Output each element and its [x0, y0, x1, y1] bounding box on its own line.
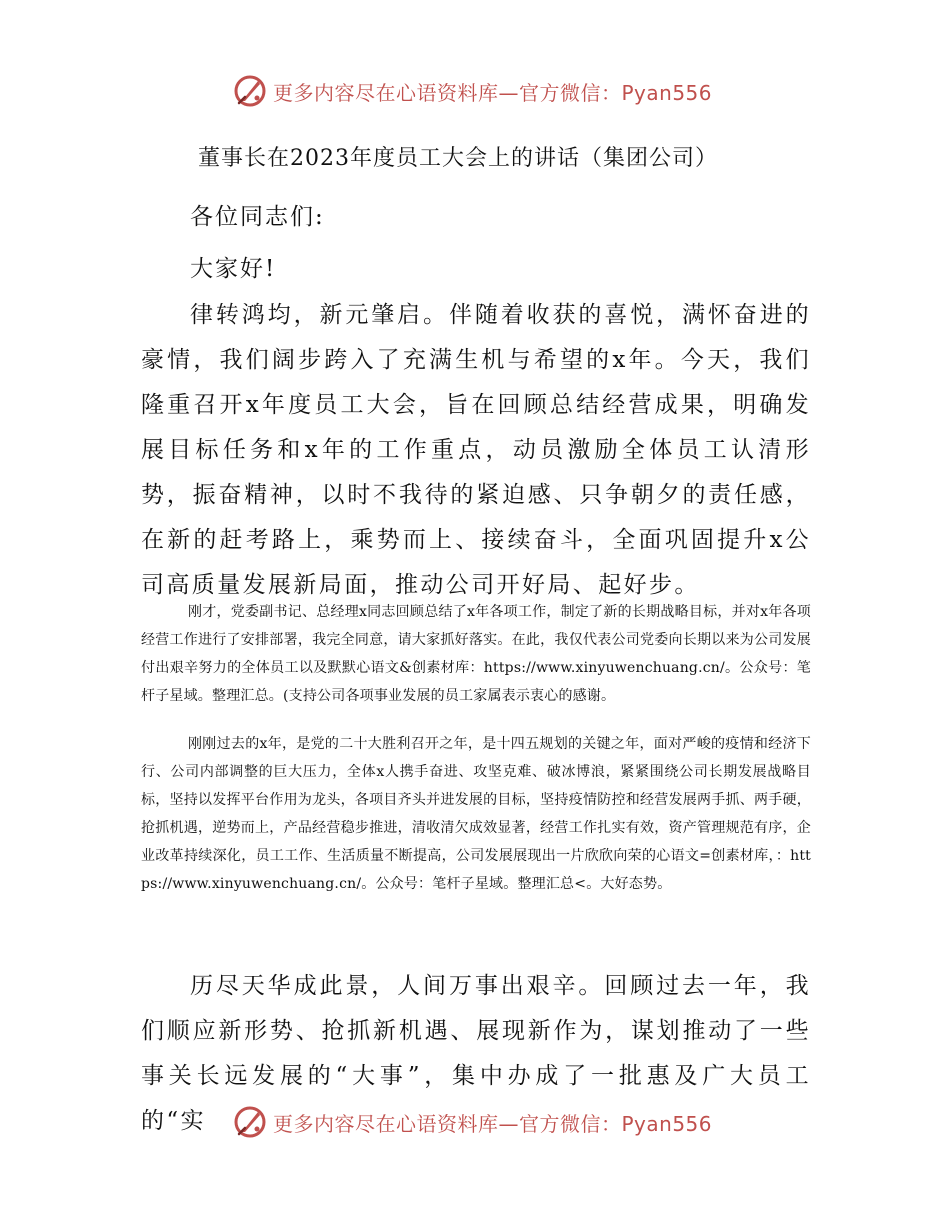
paragraph-review: 刚刚过去的x年，是党的二十大胜利召开之年，是十四五规划的关键之年，面对严峻的疫情和经济下行、公司内部调整的巨大压力，全体x人携手奋进、攻坚克难、破冰博浪，紧紧围绕公司长期发展战略目标，坚持以发挥平台作用为龙头，各项目齐头并进发展的目标，坚持疫情防控和经营发展两手抓、两手硬，抢抓机遇，逆势而上，产品经营稳步推进，清收清欠成效显著，经营工作扎实有效，资产管理规范有序，企业改革持续深化，员工工作、生活质量不断提高，公司发展展现出一片欣欣向荣的心语文=创素材库，：https://www.xinyuwenchuang.cn/。公众号：笔杆子星域。整理汇总<。大好态势。 [141, 736, 811, 892]
greeting: 大家好! [190, 256, 277, 282]
document-title: 董事长在2023年度员工大会上的讲话（集团公司） [198, 146, 718, 171]
paragraph-reflection: 历尽天华成此景，人间万事出艰辛。回顾过去一年，我们顺应新形势、抢抓新机遇、展现新作为，谋划推动了一些事关长远发展的“大事”，集中办成了一批惠及广大员工的“实 [141, 973, 811, 1134]
footer-banner[interactable] [233, 1102, 712, 1142]
paragraph-opening: 律转鸿均，新元肇启。伴随着收获的喜悦，满怀奋进的豪情，我们阔步跨入了充满生机与希望的x年。今天，我们隆重召开x年度员工大会，旨在回顾总结经营成果，明确发展目标任务和x年的工作重点，动员激励全体员工认清形势，振奋精神，以时不我待的紧迫感、只争朝夕的责任感，在新的赶考路上，乘势而上、接续奋斗，全面巩固提升x公司高质量发展新局面，推动公司开好局、起好步。 [141, 302, 811, 598]
header-banner-text: 更多内容尽在心语资料库—官方微信：Pyan556 [273, 80, 713, 105]
footer-banner-text: 更多内容尽在心语资料库—官方微信：Pyan556 [273, 1111, 713, 1136]
quill-logo-icon [233, 74, 267, 108]
paragraph-thanks: 刚才，党委副书记、总经理x同志回顾总结了x年各项工作，制定了新的长期战略目标，并对x年各项经营工作进行了安排部署，我完全同意，请大家抓好落实。在此，我仅代表公司党委向长期以来为公司发展付出艰辛努力的全体员工以及默默心语文&创素材库：https://www.xinyuwenchuang.cn/。公众号：笔杆子星域。整理汇总。(支持公司各项事业发展的员工家属表示衷心的感谢。 [141, 604, 811, 704]
header-banner[interactable] [233, 71, 712, 111]
salutation: 各位同志们: [190, 204, 325, 230]
quill-logo-icon [233, 1105, 267, 1139]
